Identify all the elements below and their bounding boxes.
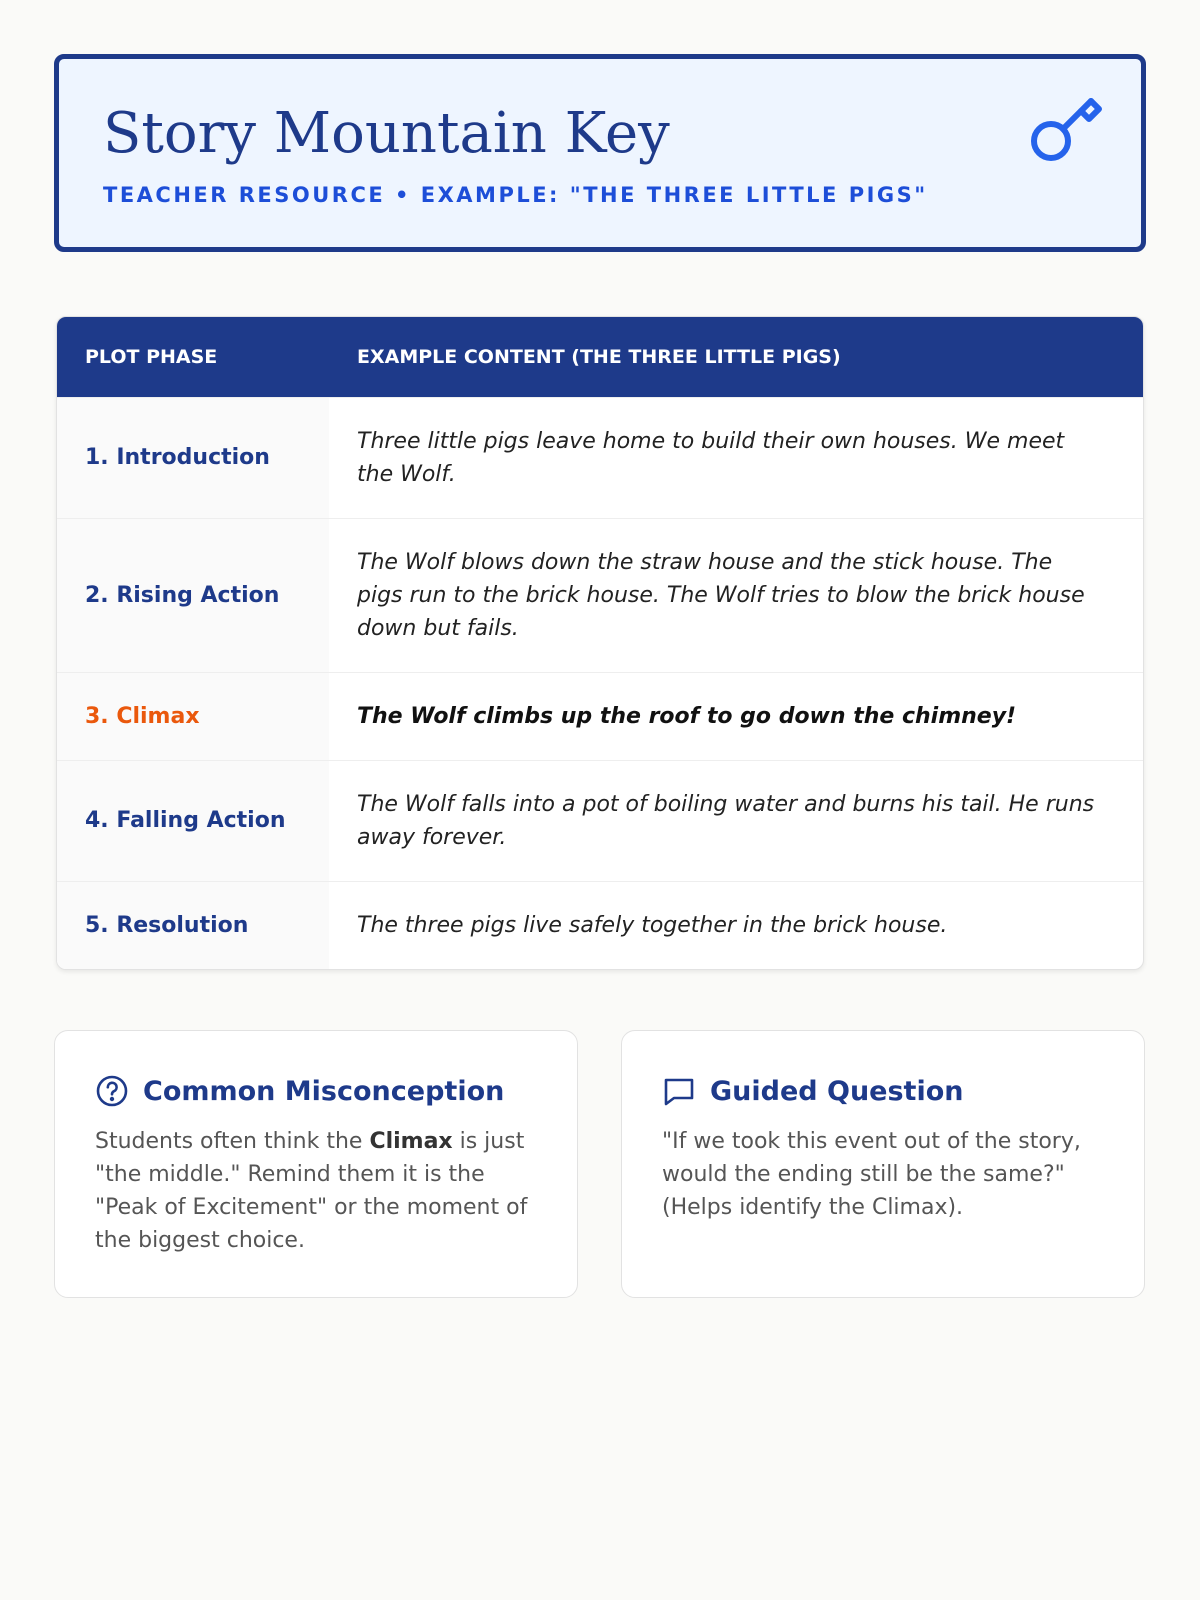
misconception-body-bold: Climax (369, 1129, 453, 1154)
guided-question-header (662, 1073, 964, 1109)
phase-falling-action: 4. Falling Action (57, 760, 329, 881)
guided-question-title: Guided Question (710, 1075, 964, 1107)
page-title: Story Mountain Key (103, 101, 670, 166)
phase-resolution: 5. Resolution (57, 881, 329, 969)
content-climax: The Wolf climbs up the roof to go down the chimney! (329, 672, 1143, 760)
content-falling-action: The Wolf falls into a pot of boiling water and burns his tail. He runs away forever. (329, 760, 1143, 881)
misconception-card (54, 1030, 578, 1298)
page-subtitle: TEACHER RESOURCE • EXAMPLE: "THE THREE LITTLE PIGS" (103, 183, 928, 207)
phase-climax: 3. Climax (57, 672, 329, 760)
content-rising-action: The Wolf blows down the straw house and the stick house. The pigs run to the brick house. The Wolf tries to blow the brick house down but fails. (329, 518, 1143, 672)
misconception-body-end: is just "the middle." Remind them it is the "Peak of Excitement" or the moment of the biggest choice. (95, 1129, 528, 1253)
table-row (57, 518, 1143, 672)
table-header-row (57, 317, 1143, 397)
content-introduction: Three little pigs leave home to build their own houses. We meet the Wolf. (329, 397, 1143, 518)
misconception-header (95, 1073, 504, 1109)
content-resolution: The three pigs live safely together in the brick house. (329, 881, 1143, 969)
plot-table (56, 316, 1144, 970)
header-plot-phase: PLOT PHASE (57, 317, 329, 397)
guided-question-body: "If we took this event out of the story, would the ending still be the same?" (Helps identify the Climax). (662, 1129, 1081, 1220)
phase-rising-action: 2. Rising Action (57, 518, 329, 672)
phase-introduction: 1. Introduction (57, 397, 329, 518)
table-row (57, 672, 1143, 760)
misconception-body-start: Students often think the (95, 1129, 370, 1154)
table-row (57, 760, 1143, 881)
misconception-body (95, 1125, 539, 1257)
header-example-content: EXAMPLE CONTENT (THE THREE LITTLE PIGS) (329, 317, 1143, 397)
misconception-title: Common Misconception (143, 1075, 505, 1107)
key-icon (1029, 89, 1105, 165)
speech-bubble-icon (662, 1074, 696, 1108)
table-row (57, 881, 1143, 969)
table-row (57, 397, 1143, 518)
question-circle-icon (95, 1074, 129, 1108)
header-card (54, 54, 1146, 252)
guided-question-card (621, 1030, 1145, 1298)
